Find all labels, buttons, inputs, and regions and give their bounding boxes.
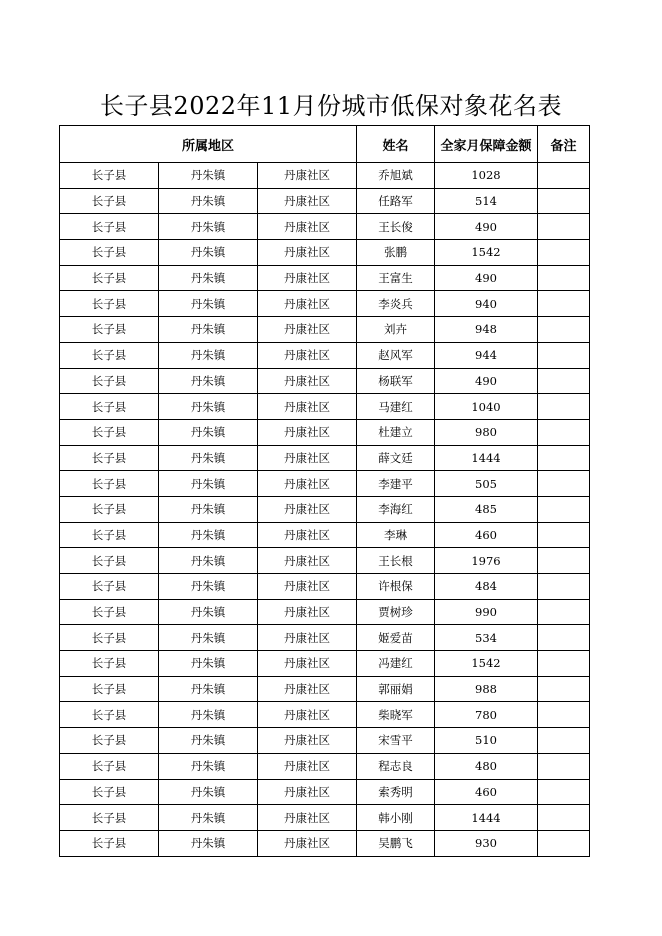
cell-community: 丹康社区 [258,599,357,625]
cell-county: 长子县 [60,728,159,754]
cell-town: 丹朱镇 [159,548,258,574]
cell-county: 长子县 [60,651,159,677]
table-row [60,471,590,497]
cell-town: 丹朱镇 [159,240,258,266]
cell-town: 丹朱镇 [159,625,258,651]
cell-county: 长子县 [60,805,159,831]
cell-county: 长子县 [60,599,159,625]
cell-amount: 980 [435,419,538,445]
header-remark: 备注 [538,126,590,163]
cell-town: 丹朱镇 [159,805,258,831]
cell-community: 丹康社区 [258,625,357,651]
table-row [60,522,590,548]
cell-amount: 940 [435,291,538,317]
cell-remark [538,830,590,856]
table-row [60,753,590,779]
cell-community: 丹康社区 [258,317,357,343]
table-row [60,342,590,368]
cell-name: 薛文廷 [357,445,435,471]
table-row [60,214,590,240]
table-row [60,419,590,445]
cell-amount: 1976 [435,548,538,574]
cell-community: 丹康社区 [258,496,357,522]
cell-town: 丹朱镇 [159,599,258,625]
cell-community: 丹康社区 [258,728,357,754]
cell-remark [538,805,590,831]
cell-amount: 460 [435,522,538,548]
cell-town: 丹朱镇 [159,291,258,317]
header-region: 所属地区 [60,126,357,163]
cell-county: 长子县 [60,188,159,214]
cell-town: 丹朱镇 [159,265,258,291]
cell-name: 马建红 [357,394,435,420]
cell-amount: 1542 [435,651,538,677]
cell-amount: 1028 [435,163,538,189]
cell-amount: 510 [435,728,538,754]
cell-town: 丹朱镇 [159,779,258,805]
cell-county: 长子县 [60,394,159,420]
table-row [60,291,590,317]
cell-remark [538,317,590,343]
cell-name: 姬爱苗 [357,625,435,651]
cell-remark [538,522,590,548]
cell-remark [538,753,590,779]
cell-community: 丹康社区 [258,676,357,702]
cell-town: 丹朱镇 [159,317,258,343]
cell-name: 贾树珍 [357,599,435,625]
cell-amount: 944 [435,342,538,368]
cell-remark [538,368,590,394]
cell-amount: 484 [435,574,538,600]
cell-community: 丹康社区 [258,240,357,266]
cell-remark [538,240,590,266]
cell-remark [538,214,590,240]
cell-community: 丹康社区 [258,394,357,420]
cell-remark [538,394,590,420]
table-row [60,394,590,420]
cell-amount: 480 [435,753,538,779]
cell-community: 丹康社区 [258,368,357,394]
cell-remark [538,599,590,625]
cell-remark [538,702,590,728]
cell-town: 丹朱镇 [159,496,258,522]
cell-remark [538,265,590,291]
cell-remark [538,188,590,214]
cell-county: 长子县 [60,265,159,291]
cell-community: 丹康社区 [258,753,357,779]
cell-name: 王长俊 [357,214,435,240]
cell-name: 李琳 [357,522,435,548]
cell-remark [538,728,590,754]
cell-remark [538,651,590,677]
cell-amount: 1542 [435,240,538,266]
cell-town: 丹朱镇 [159,368,258,394]
cell-amount: 490 [435,214,538,240]
cell-town: 丹朱镇 [159,214,258,240]
cell-town: 丹朱镇 [159,445,258,471]
table-header-row [60,126,590,163]
cell-county: 长子县 [60,471,159,497]
cell-county: 长子县 [60,522,159,548]
cell-community: 丹康社区 [258,651,357,677]
cell-name: 冯建红 [357,651,435,677]
table-row [60,574,590,600]
cell-name: 李建平 [357,471,435,497]
cell-town: 丹朱镇 [159,394,258,420]
cell-community: 丹康社区 [258,342,357,368]
cell-name: 王富生 [357,265,435,291]
cell-name: 宋雪平 [357,728,435,754]
cell-community: 丹康社区 [258,471,357,497]
header-amount: 全家月保障金额 [435,126,538,163]
cell-community: 丹康社区 [258,445,357,471]
cell-town: 丹朱镇 [159,419,258,445]
cell-community: 丹康社区 [258,163,357,189]
page-title: 长子县2022年11月份城市低保对象花名表 [99,92,563,120]
cell-town: 丹朱镇 [159,471,258,497]
cell-county: 长子县 [60,574,159,600]
cell-amount: 505 [435,471,538,497]
table-row [60,651,590,677]
cell-name: 乔旭斌 [357,163,435,189]
cell-community: 丹康社区 [258,522,357,548]
cell-name: 杜建立 [357,419,435,445]
cell-name: 赵风军 [357,342,435,368]
cell-remark [538,574,590,600]
cell-county: 长子县 [60,317,159,343]
cell-town: 丹朱镇 [159,702,258,728]
cell-county: 长子县 [60,496,159,522]
table-row [60,188,590,214]
cell-community: 丹康社区 [258,419,357,445]
table-row [60,830,590,856]
cell-amount: 930 [435,830,538,856]
table-row [60,779,590,805]
cell-community: 丹康社区 [258,574,357,600]
cell-community: 丹康社区 [258,291,357,317]
cell-town: 丹朱镇 [159,522,258,548]
cell-county: 长子县 [60,419,159,445]
cell-community: 丹康社区 [258,805,357,831]
cell-town: 丹朱镇 [159,830,258,856]
cell-amount: 485 [435,496,538,522]
cell-amount: 1444 [435,445,538,471]
cell-county: 长子县 [60,445,159,471]
cell-community: 丹康社区 [258,830,357,856]
cell-name: 程志良 [357,753,435,779]
cell-town: 丹朱镇 [159,163,258,189]
table-row [60,163,590,189]
cell-name: 韩小刚 [357,805,435,831]
cell-name: 李海红 [357,496,435,522]
cell-county: 长子县 [60,676,159,702]
cell-community: 丹康社区 [258,779,357,805]
cell-name: 李炎兵 [357,291,435,317]
cell-county: 长子县 [60,779,159,805]
cell-county: 长子县 [60,368,159,394]
cell-community: 丹康社区 [258,548,357,574]
cell-name: 许根保 [357,574,435,600]
cell-county: 长子县 [60,240,159,266]
cell-remark [538,548,590,574]
cell-town: 丹朱镇 [159,188,258,214]
cell-name: 张鹏 [357,240,435,266]
cell-town: 丹朱镇 [159,728,258,754]
table-row [60,368,590,394]
cell-county: 长子县 [60,548,159,574]
cell-county: 长子县 [60,830,159,856]
cell-name: 郭丽娟 [357,676,435,702]
cell-remark [538,291,590,317]
cell-remark [538,342,590,368]
cell-amount: 780 [435,702,538,728]
cell-amount: 534 [435,625,538,651]
cell-amount: 948 [435,317,538,343]
cell-town: 丹朱镇 [159,574,258,600]
table-row [60,625,590,651]
cell-county: 长子县 [60,291,159,317]
cell-remark [538,779,590,805]
cell-remark [538,163,590,189]
table-row [60,496,590,522]
cell-town: 丹朱镇 [159,651,258,677]
cell-county: 长子县 [60,702,159,728]
cell-amount: 1040 [435,394,538,420]
cell-community: 丹康社区 [258,188,357,214]
cell-community: 丹康社区 [258,265,357,291]
cell-name: 杨联军 [357,368,435,394]
cell-county: 长子县 [60,625,159,651]
cell-remark [538,496,590,522]
table-row [60,676,590,702]
cell-remark [538,625,590,651]
cell-county: 长子县 [60,342,159,368]
cell-name: 吴鹏飞 [357,830,435,856]
cell-community: 丹康社区 [258,702,357,728]
cell-name: 索秀明 [357,779,435,805]
cell-remark [538,676,590,702]
cell-community: 丹康社区 [258,214,357,240]
table-row [60,240,590,266]
cell-amount: 490 [435,368,538,394]
table-row [60,599,590,625]
table-row [60,548,590,574]
cell-name: 任路军 [357,188,435,214]
cell-amount: 988 [435,676,538,702]
cell-amount: 514 [435,188,538,214]
cell-amount: 990 [435,599,538,625]
header-name: 姓名 [357,126,435,163]
table-row [60,445,590,471]
table-body [60,163,590,857]
cell-county: 长子县 [60,163,159,189]
table-row [60,265,590,291]
cell-town: 丹朱镇 [159,676,258,702]
cell-county: 长子县 [60,214,159,240]
cell-name: 王长根 [357,548,435,574]
cell-county: 长子县 [60,753,159,779]
cell-town: 丹朱镇 [159,753,258,779]
table-row [60,728,590,754]
roster-table [59,125,590,857]
cell-remark [538,445,590,471]
table-row [60,702,590,728]
cell-amount: 490 [435,265,538,291]
table-row [60,805,590,831]
cell-amount: 1444 [435,805,538,831]
cell-amount: 460 [435,779,538,805]
cell-town: 丹朱镇 [159,342,258,368]
cell-name: 柴晓军 [357,702,435,728]
cell-name: 刘卉 [357,317,435,343]
cell-remark [538,471,590,497]
cell-remark [538,419,590,445]
table-row [60,317,590,343]
